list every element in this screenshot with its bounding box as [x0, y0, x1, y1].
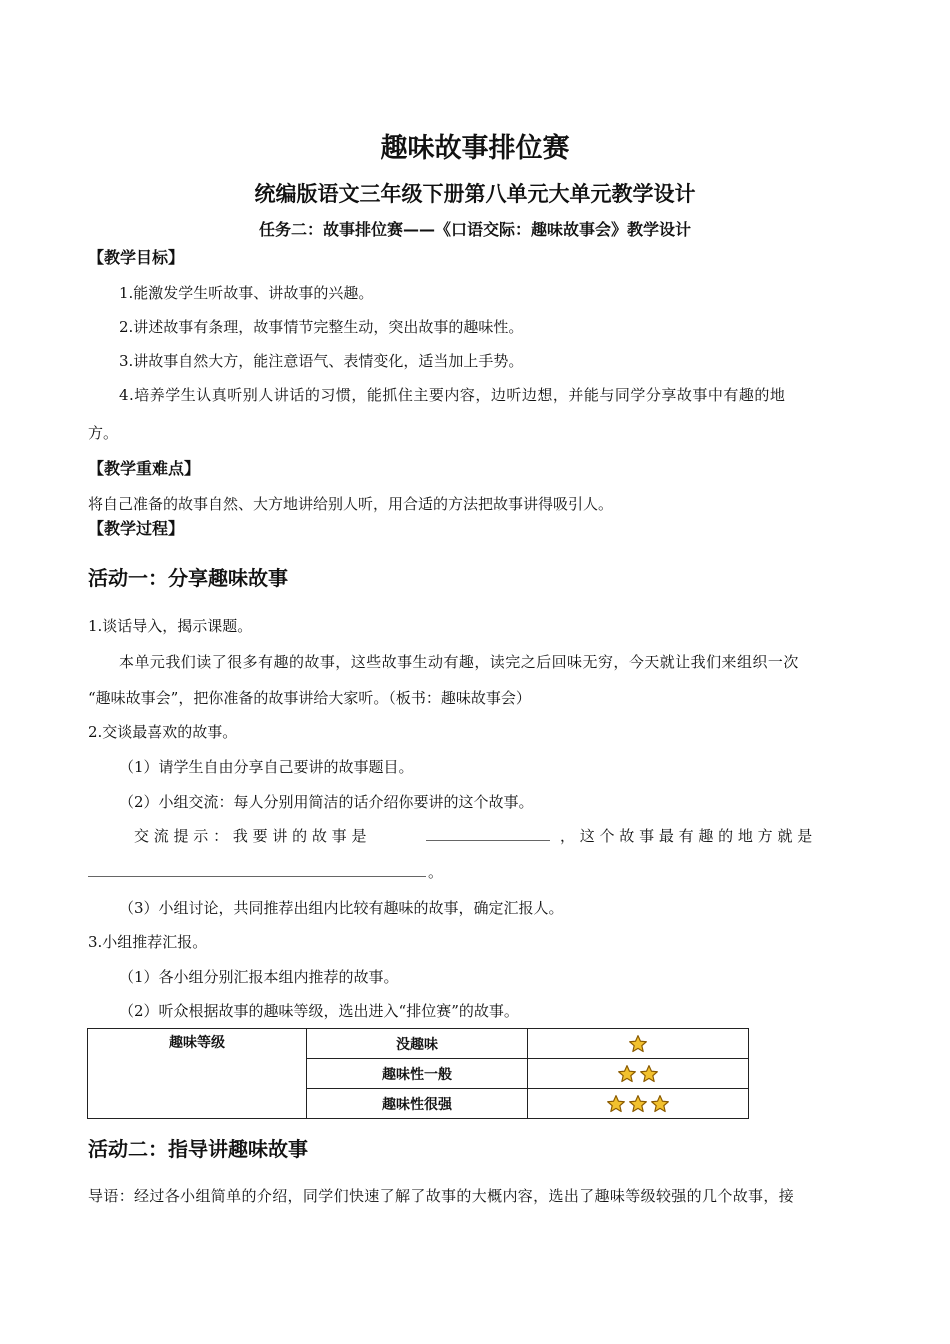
table-row	[88, 1029, 749, 1059]
process-heading: 【教学过程】	[88, 519, 185, 538]
goal-item-1: 1.能激发学生听故事、讲故事的兴趣。	[119, 284, 374, 302]
star-icon	[617, 1064, 637, 1084]
interest-grade-table	[87, 1028, 749, 1119]
prompt-text-a: 交 流 提 示 ： 我 要 讲 的 故 事 是	[134, 827, 367, 845]
goal-item-2: 2.讲述故事有条理，故事情节完整生动，突出故事的趣味性。	[119, 318, 524, 336]
activity1-para1-line2: “趣味故事会”，把你准备的故事讲给大家听。（板书：趣味故事会）	[88, 689, 531, 707]
subtitle: 统编版语文三年级下册第八单元大单元教学设计	[254, 182, 696, 206]
star-icon	[606, 1094, 626, 1114]
prompt-text-b: ， 这 个 故 事 最 有 趣 的 地 方 就 是	[560, 827, 813, 845]
prompt-end: 。	[428, 863, 444, 881]
grade-label-2: 趣味性一般	[307, 1059, 528, 1089]
task-title: 任务二：故事排位赛——《口语交际：趣味故事会》教学设计	[258, 220, 691, 239]
activity1-para1-line1: 本单元我们读了很多有趣的故事，这些故事生动有趣，读完之后回味无穷，今天就让我们来组织一次	[119, 653, 799, 671]
star-icon	[628, 1094, 648, 1114]
goals-heading: 【教学目标】	[88, 248, 185, 267]
activity1-heading: 活动一：分享趣味故事	[88, 566, 288, 590]
fill-blank-funny-part	[88, 862, 426, 877]
activity1-sub1: （1）请学生自由分享自己要讲的故事题目。	[119, 758, 414, 776]
goal-item-4: 4.培养学生认真听别人讲话的习惯，能抓住主要内容，边听边想，并能与同学分享故事中有趣的地	[119, 386, 786, 404]
goal-item-3: 3.讲故事自然大方，能注意语气、表情变化，适当加上手势。	[119, 352, 524, 370]
page-title: 趣味故事排位赛	[380, 133, 570, 164]
grade-header-cell: 趣味等级	[88, 1029, 307, 1119]
activity1-sub5: （2）听众根据故事的趣味等级，选出进入“排位赛”的故事。	[119, 1002, 519, 1020]
key-points-text: 将自己准备的故事自然、大方地讲给别人听，用合适的方法把故事讲得吸引人。	[88, 495, 614, 513]
key-points-heading: 【教学重难点】	[88, 459, 201, 478]
star-icon	[650, 1094, 670, 1114]
activity1-step1: 1.谈话导入，揭示课题。	[88, 617, 253, 635]
activity1-step2: 2.交谈最喜欢的故事。	[88, 723, 238, 741]
grade-label-3: 趣味性很强	[307, 1089, 528, 1119]
grade-stars-1	[528, 1029, 749, 1059]
grade-stars-3	[528, 1089, 749, 1119]
goal-item-4-cont: 方。	[88, 424, 119, 442]
activity1-sub4: （1）各小组分别汇报本组内推荐的故事。	[119, 968, 399, 986]
star-icon	[628, 1034, 648, 1054]
activity2-heading: 活动二：指导讲趣味故事	[88, 1137, 308, 1161]
activity1-sub2: （2）小组交流：每人分别用简洁的话介绍你要讲的这个故事。	[119, 793, 534, 811]
grade-label-1: 没趣味	[307, 1029, 528, 1059]
activity2-intro: 导语：经过各小组简单的介绍，同学们快速了解了故事的大概内容，选出了趣味等级较强的几个故事，接	[88, 1187, 795, 1205]
grade-stars-2	[528, 1059, 749, 1089]
activity1-step3: 3.小组推荐汇报。	[88, 933, 208, 951]
activity1-sub3: （3）小组讨论，共同推荐出组内比较有趣味的故事，确定汇报人。	[119, 899, 564, 917]
fill-blank-story-title	[426, 826, 550, 841]
star-icon	[639, 1064, 659, 1084]
